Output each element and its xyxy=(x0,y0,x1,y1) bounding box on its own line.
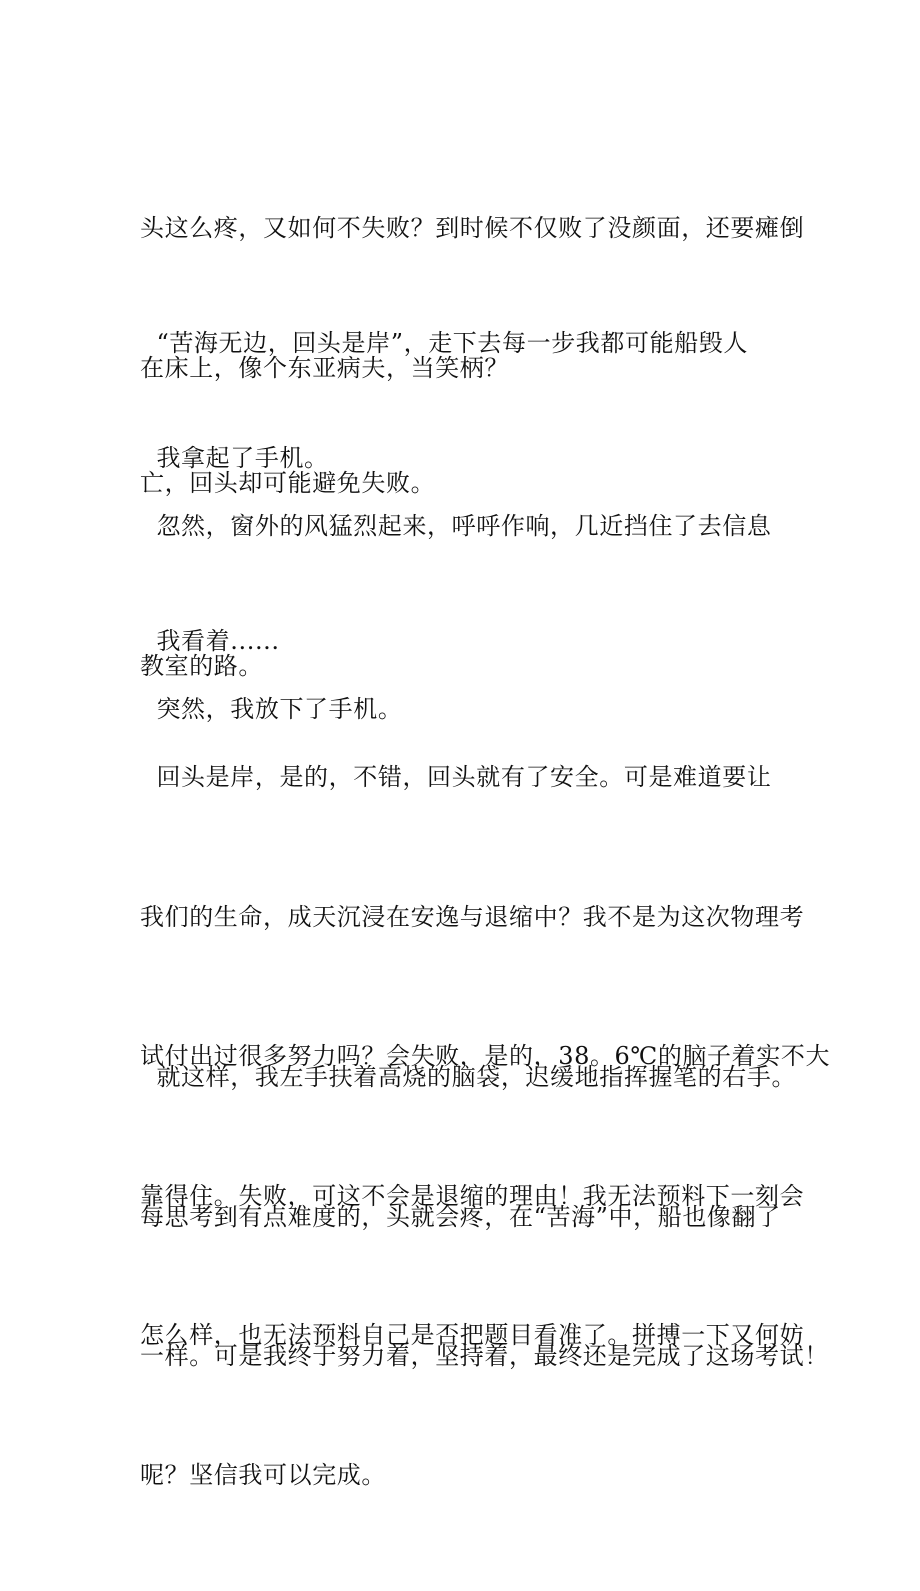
paragraph-line: 回头是岸，是的，不错，回头就有了安全。可是难道要让 xyxy=(140,763,772,791)
paragraph-line: 靠得住。失败，可这不会是退缩的理由！我无法预料下一刻会 xyxy=(140,1181,805,1210)
paragraph-line: 忽然，窗外的风猛烈起来，呼呼作响，几近挡住了去信息 xyxy=(140,512,772,540)
paragraph-line: 每思考到有点难度的，头就会疼，在“苦海”中，船也像翻了 xyxy=(140,1202,781,1231)
paragraph-line: 我看着...... xyxy=(140,627,280,655)
paragraph-line: 试付出过很多努力吗？会失败，是的，38。6℃的脑子着实不大 xyxy=(140,1042,831,1070)
paragraph-line: 我们的生命，成天沉浸在安逸与退缩中？我不是为这次物理考 xyxy=(140,902,805,931)
paragraph-line: “苦海无边，回头是岸”，走下去每一步我都可能船毁人 xyxy=(140,329,748,357)
paragraph-line: 一样。可是我终于努力着，坚持着，最终还是完成了这场考试！ xyxy=(140,1342,829,1370)
paragraph-line: 怎么样，也无法预料自己是否把题目看准了。拼搏一下又何妨 xyxy=(140,1321,805,1349)
paragraph-line: 就这样，我左手扶着高烧的脑袋，迟缓地指挥握笔的右手。 xyxy=(140,1063,797,1091)
paragraph-8 xyxy=(140,961,831,1473)
paragraph-line: 亡，回头却可能避免失败。 xyxy=(140,468,436,497)
paragraph-line: 呢？坚信我可以完成。 xyxy=(140,1460,386,1489)
paragraph-line: 教室的路。 xyxy=(140,651,263,680)
paragraph-line: 头这么疼，又如何不失败？到时候不仅败了没颜面，还要瘫倒 xyxy=(140,214,805,242)
paragraph-line: 我拿起了手机。 xyxy=(140,444,329,472)
paragraph-line: 突然，我放下了手机。 xyxy=(140,695,403,723)
paragraph-line: 在床上，像个东亚病夫，当笑柄？ xyxy=(140,353,509,382)
